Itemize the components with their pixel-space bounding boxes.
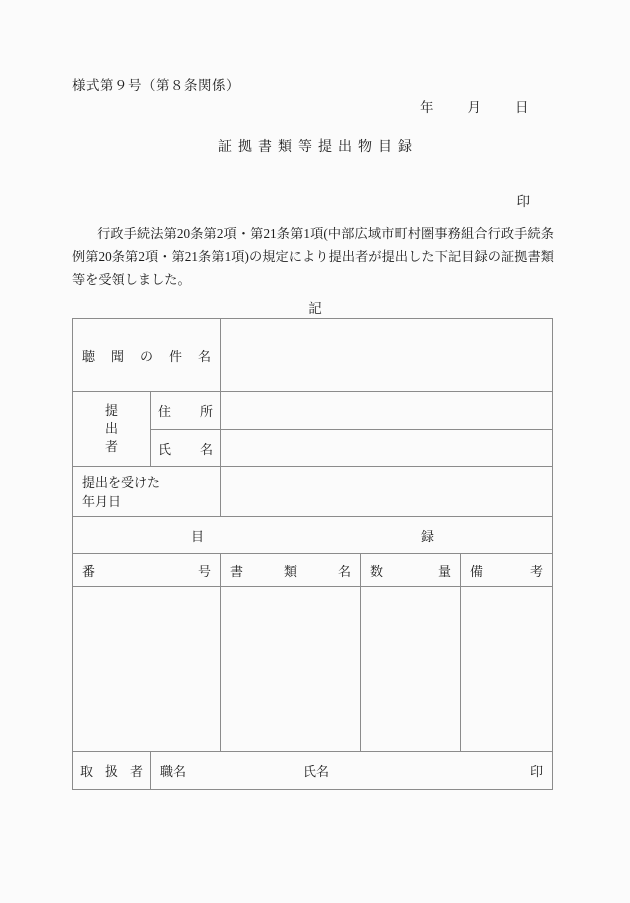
table-row-inventory-banner (73, 517, 553, 554)
date-month: 月 (467, 100, 481, 115)
table-row-subject (73, 319, 553, 392)
inventory-banner-left: 目 (191, 528, 422, 544)
name-label: 氏名 (158, 441, 214, 457)
received-date-label-cell (73, 467, 221, 517)
received-date-label-line2: 年月日 (82, 493, 122, 509)
table-row-entries (73, 587, 553, 752)
handler-fields (151, 761, 552, 780)
handler-fields-cell[interactable] (151, 752, 553, 790)
handler-label-cell (73, 752, 151, 790)
column-header-number: 番号 (82, 563, 212, 579)
entry-quantity-cell[interactable] (361, 587, 461, 752)
handler-seal-label: 印 (530, 764, 544, 779)
subject-label-cell (73, 319, 221, 392)
address-label: 住所 (158, 404, 214, 419)
column-header-quantity: 数量 (370, 563, 452, 579)
column-header-doc-name: 書類名 (230, 563, 352, 579)
inventory-banner-right: 録 (421, 528, 435, 544)
name-value-cell[interactable] (221, 430, 553, 467)
received-date-label-line1: 提出を受けた (82, 474, 161, 490)
ki-marker: 記 (308, 301, 322, 316)
table-row-address (73, 392, 553, 430)
date-year: 年 (420, 100, 434, 115)
entry-remarks-cell[interactable] (461, 587, 553, 752)
address-value-cell[interactable] (221, 392, 553, 430)
handler-name-label: 氏名 (303, 764, 330, 779)
inventory-banner (73, 526, 552, 545)
column-header-quantity-cell (361, 554, 461, 587)
subject-label: 聴聞の件名 (82, 348, 212, 364)
entry-number-cell[interactable] (73, 587, 221, 752)
date-day: 日 (515, 100, 529, 115)
column-header-remarks-cell (461, 554, 553, 587)
date-line (420, 96, 529, 116)
submitter-label: 提 出 者 (104, 403, 118, 454)
name-label-cell (151, 430, 221, 467)
received-date-label (73, 471, 220, 513)
table-row-handler (73, 752, 553, 790)
handler-label: 取扱者 (80, 764, 143, 779)
address-label-cell (151, 392, 221, 430)
inventory-table (72, 318, 553, 790)
body-paragraph (72, 222, 554, 291)
page-title: 証拠書類等提出物目録 (218, 140, 418, 155)
column-header-number-cell (73, 554, 221, 587)
subject-value-cell[interactable] (221, 319, 553, 392)
submitter-label-cell (73, 392, 151, 467)
column-header-doc-name-cell (221, 554, 361, 587)
body-paragraph-text: 行政手続法第20条第2項・第21条第1項(中部広域市町村圏事務組合行政手続条例第20条第2項・第21条第1項)の規定により提出者が提出した下記目録の証拠書類等を受領しました。 (72, 226, 554, 287)
inventory-table-wrapper (72, 318, 552, 790)
inventory-banner-cell (73, 517, 553, 554)
column-header-remarks: 備考 (470, 563, 544, 579)
received-date-value-cell[interactable] (221, 467, 553, 517)
handler-position-label: 職名 (160, 764, 187, 779)
table-row-received-date (73, 467, 553, 517)
table-row-column-headers (73, 554, 553, 587)
form-number: 様式第９号（第８条関係） (72, 78, 240, 93)
entry-doc-name-cell[interactable] (221, 587, 361, 752)
seal-mark-header: 印 (516, 194, 530, 209)
